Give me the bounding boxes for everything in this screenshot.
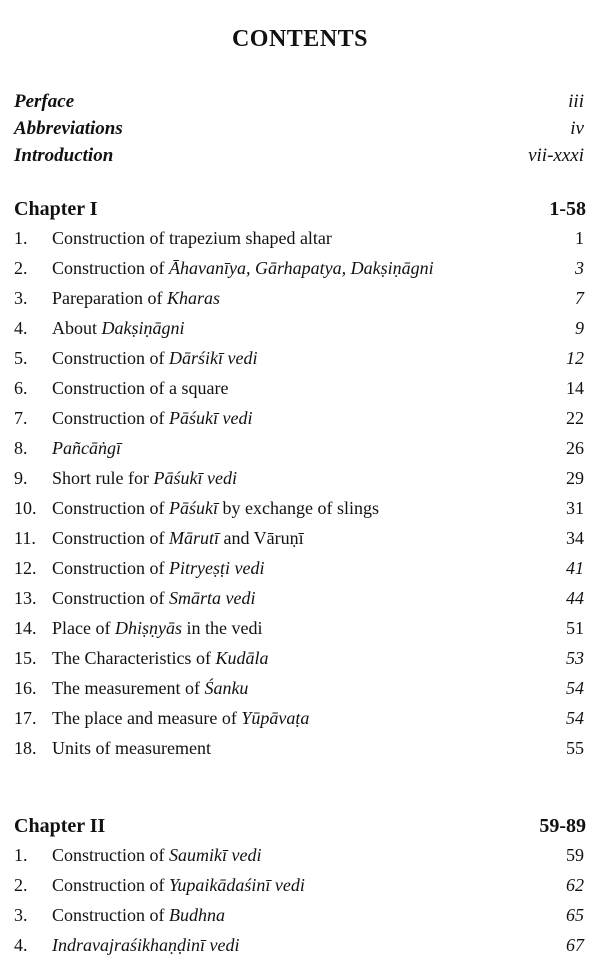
- entry-number: 14.: [14, 618, 37, 638]
- entry-title-text: Construction of: [52, 558, 169, 578]
- toc-entry: [14, 433, 586, 463]
- chapter-page-range: 1-58: [549, 198, 586, 220]
- entry-title-italic: Kudāla: [215, 648, 269, 668]
- entry-title: [52, 463, 514, 493]
- entry-title: [52, 523, 514, 553]
- front-matter-label: Perface: [14, 91, 75, 112]
- chapter-section: [14, 195, 586, 763]
- front-matter-label: Abbreviations: [14, 118, 123, 139]
- entry-title-italic: Yūpāvaṭa: [241, 708, 310, 728]
- front-matter-list: [14, 88, 584, 169]
- entry-title: [52, 643, 514, 673]
- entry-title: [52, 403, 514, 433]
- entry-page-number: 59: [566, 845, 584, 865]
- entry-title-suffix: and Vāruṇī: [219, 528, 304, 548]
- entry-title: [52, 840, 514, 870]
- entry-number: 2.: [14, 258, 28, 278]
- entry-number: 16.: [14, 678, 37, 698]
- entry-title-italic: Budhna: [169, 905, 225, 925]
- entry-title-suffix: in the vedi: [181, 618, 263, 638]
- entry-title-text: Short rule for: [52, 468, 154, 488]
- entry-number: 6.: [14, 378, 28, 398]
- toc-entry: [14, 733, 586, 763]
- chapter-section: [14, 812, 586, 960]
- front-matter-item: [14, 88, 584, 115]
- entry-page-number: 65: [566, 905, 584, 925]
- toc-entry: [14, 840, 586, 870]
- entry-page-number: 34: [566, 528, 584, 548]
- entry-title-italic: Kharas: [166, 288, 220, 308]
- entry-number: 5.: [14, 348, 28, 368]
- toc-entry: [14, 583, 586, 613]
- front-matter-page: vii-xxxi: [528, 145, 584, 166]
- front-matter-page: iv: [570, 118, 584, 139]
- entry-title: [52, 733, 514, 763]
- entry-number: 12.: [14, 558, 37, 578]
- entry-title: [52, 553, 514, 583]
- entry-title: [52, 930, 514, 960]
- entry-number: 3.: [14, 905, 28, 925]
- entry-title: [52, 583, 514, 613]
- entry-title-italic: Indravajraśikhaṇḍinī vedi: [52, 935, 240, 955]
- entry-title: [52, 613, 514, 643]
- entry-title-text: Units of measurement: [52, 738, 211, 758]
- entry-page-number: 55: [566, 738, 584, 758]
- toc-entry: [14, 343, 586, 373]
- entry-number: 17.: [14, 708, 37, 728]
- toc-entry: [14, 613, 586, 643]
- entry-page-number: 44: [566, 588, 584, 608]
- entry-page-number: 41: [566, 558, 584, 578]
- entry-title-text: The measurement of: [52, 678, 205, 698]
- entry-number: 4.: [14, 318, 28, 338]
- entry-page-number: 31: [566, 498, 584, 518]
- entry-page-number: 12: [566, 348, 584, 368]
- entry-page-number: 7: [575, 288, 584, 308]
- toc-entry: [14, 253, 586, 283]
- entry-title-text: Construction of: [52, 905, 169, 925]
- entry-number: 18.: [14, 738, 37, 758]
- entry-title: [52, 283, 514, 313]
- chapter-page-range: 59-89: [539, 815, 586, 837]
- entry-title: [52, 900, 514, 930]
- entry-page-number: 54: [566, 708, 584, 728]
- entry-number: 7.: [14, 408, 28, 428]
- chapter-heading: [14, 195, 586, 223]
- entry-title-italic: Pāśukī vedi: [153, 468, 237, 488]
- entry-page-number: 26: [566, 438, 584, 458]
- entry-title: [52, 313, 514, 343]
- entry-number: 10.: [14, 498, 37, 518]
- entry-page-number: 14: [566, 378, 584, 398]
- front-matter-item: [14, 115, 584, 142]
- entry-title-italic: Pitryeṣṭi vedi: [169, 558, 265, 578]
- entry-title-text: Construction of: [52, 258, 169, 278]
- toc-entry: [14, 493, 586, 523]
- entry-title-text: Construction of: [52, 588, 169, 608]
- entry-number: 13.: [14, 588, 37, 608]
- entry-title-italic: Pañcāṅgī: [52, 438, 121, 458]
- entry-title-text: Construction of trapezium shaped altar: [52, 228, 332, 248]
- toc-entry: [14, 553, 586, 583]
- entry-title-italic: Dakṣiṇāgni: [101, 318, 185, 338]
- entry-title-text: Construction of: [52, 875, 169, 895]
- entry-title-text: The Characteristics of: [52, 648, 216, 668]
- chapter-title: Chapter I: [14, 198, 98, 220]
- entry-number: 8.: [14, 438, 28, 458]
- entry-number: 1.: [14, 228, 28, 248]
- toc-entry: [14, 403, 586, 433]
- entry-title: [52, 223, 514, 253]
- entry-number: 2.: [14, 875, 28, 895]
- front-matter-label: Introduction: [14, 145, 114, 166]
- entry-title: [52, 870, 514, 900]
- entry-title-text: Construction of: [52, 348, 169, 368]
- entry-page-number: 67: [566, 935, 584, 955]
- entry-page-number: 53: [566, 648, 584, 668]
- entry-title-italic: Śanku: [204, 678, 249, 698]
- entry-title-text: Construction of: [52, 408, 169, 428]
- entry-page-number: 22: [566, 408, 584, 428]
- entry-title-italic: Pāśukī: [169, 498, 218, 518]
- entry-title: [52, 493, 514, 523]
- entry-number: 3.: [14, 288, 28, 308]
- toc-entry: [14, 703, 586, 733]
- toc-entry: [14, 643, 586, 673]
- entry-title-italic: Āhavanīya, Gārhapatya, Dakṣiṇāgni: [169, 258, 434, 278]
- toc-entry: [14, 870, 586, 900]
- entry-number: 15.: [14, 648, 37, 668]
- entry-page-number: 62: [566, 875, 584, 895]
- entry-page-number: 29: [566, 468, 584, 488]
- entry-title: [52, 703, 514, 733]
- front-matter-item: [14, 142, 584, 169]
- toc-entry: [14, 930, 586, 960]
- entry-number: 11.: [14, 528, 36, 548]
- chapter-heading: [14, 812, 586, 840]
- entry-title: [52, 343, 514, 373]
- entry-title-italic: Dārśikī vedi: [169, 348, 258, 368]
- entry-title-italic: Yupaikādaśinī vedi: [169, 875, 305, 895]
- entry-title-text: Construction of a square: [52, 378, 229, 398]
- toc-entry: [14, 223, 586, 253]
- entry-title: [52, 373, 514, 403]
- entry-title-text: Place of: [52, 618, 115, 638]
- toc-entry: [14, 283, 586, 313]
- toc-entry: [14, 463, 586, 493]
- entry-title-italic: Mārutī: [169, 528, 220, 548]
- entry-title: [52, 433, 514, 463]
- entry-page-number: 54: [566, 678, 584, 698]
- entry-page-number: 9: [575, 318, 584, 338]
- entry-title-italic: Smārta vedi: [169, 588, 256, 608]
- entry-title-text: Pareparation of: [52, 288, 167, 308]
- toc-entry: [14, 373, 586, 403]
- entry-title-text: Construction of: [52, 498, 169, 518]
- chapter-title: Chapter II: [14, 815, 106, 837]
- entry-title: [52, 253, 514, 283]
- entry-page-number: 51: [566, 618, 584, 638]
- toc-entry: [14, 673, 586, 703]
- entry-page-number: 1: [575, 228, 584, 248]
- entry-title-italic: Pāśukī vedi: [169, 408, 253, 428]
- entry-title-text: The place and measure of: [52, 708, 242, 728]
- entry-title-suffix: by exchange of slings: [218, 498, 379, 518]
- toc-entry: [14, 900, 586, 930]
- entry-number: 4.: [14, 935, 28, 955]
- entry-number: 1.: [14, 845, 28, 865]
- entry-title-text: About: [52, 318, 102, 338]
- entry-page-number: 3: [575, 258, 584, 278]
- front-matter-page: iii: [568, 91, 584, 112]
- entry-title-text: Construction of: [52, 845, 169, 865]
- entry-number: 9.: [14, 468, 28, 488]
- toc-entry: [14, 523, 586, 553]
- entry-title-italic: Dhiṣṇyās: [114, 618, 182, 638]
- page-title: CONTENTS: [231, 26, 369, 52]
- entry-title: [52, 673, 514, 703]
- toc-entry: [14, 313, 586, 343]
- entry-title-italic: Saumikī vedi: [169, 845, 262, 865]
- entry-title-text: Construction of: [52, 528, 169, 548]
